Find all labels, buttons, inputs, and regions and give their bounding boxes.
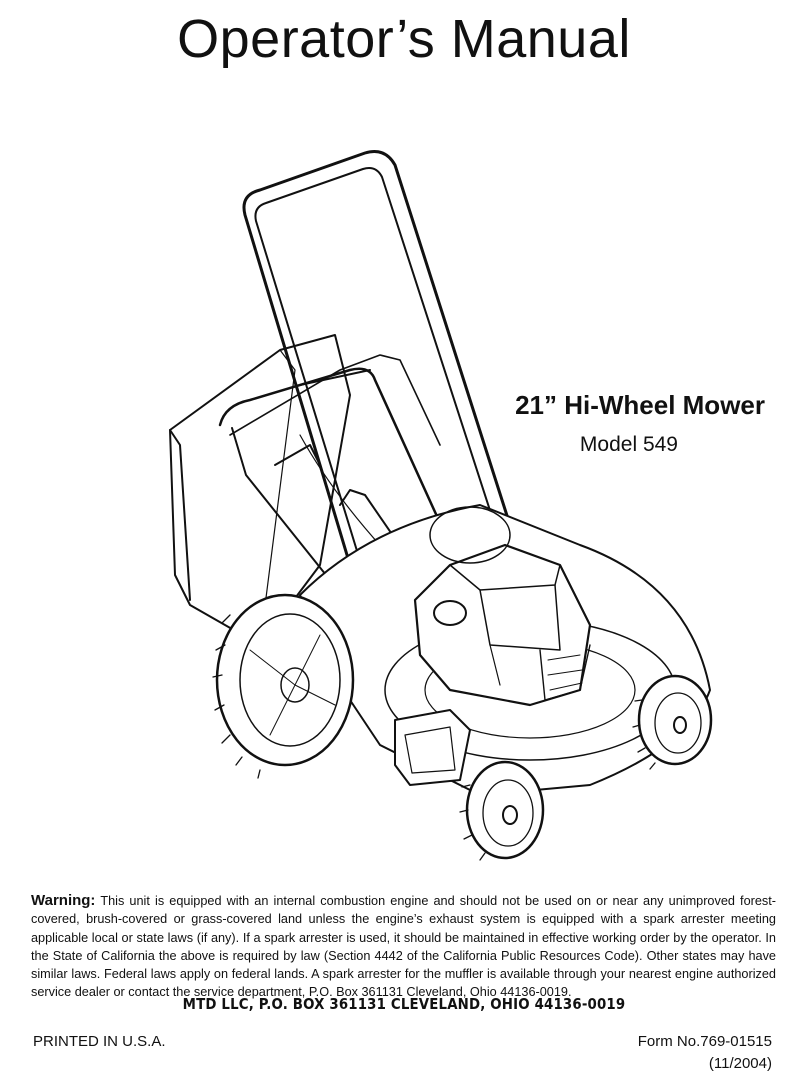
product-name: 21” Hi-Wheel Mower [515, 390, 765, 420]
form-date: (11/2004) [708, 1055, 772, 1072]
page-title: Operator’s Manual [177, 9, 631, 69]
lawn-mower-icon [150, 145, 740, 865]
warning-notice [31, 892, 776, 1002]
lawn-mower-illustration [150, 145, 740, 865]
warning-label: Warning: [31, 892, 96, 909]
company-address: MTD LLC, P.O. BOX 361131 CLEVELAND, OHIO 44136-0019 [182, 995, 626, 1013]
model-number: Model 549 [579, 433, 678, 456]
form-number: Form No.769-01515 [637, 1033, 772, 1050]
printed-location: PRINTED IN U.S.A. [33, 1033, 166, 1050]
warning-text: This unit is equipped with an internal combustion engine and should not be used on or near any unimproved forest-covered, brush-covered or grass-covered land unless the engine’s exhaust system is equipped with a spark arrester meeting applicable local or state laws (if any). If a spark arrester is used, it should be maintained in effective working order by the operator. In the State of California the above is required by law (Section 4442 of the California Public Resources Code). Other states may have similar laws. Federal laws apply on federal lands. A spark arrester for the muffler is available through your nearest engine authorized service dealer or contact the service department, P.O. Box 361131 Cleveland, Ohio 44136-0019. [31, 894, 777, 1000]
